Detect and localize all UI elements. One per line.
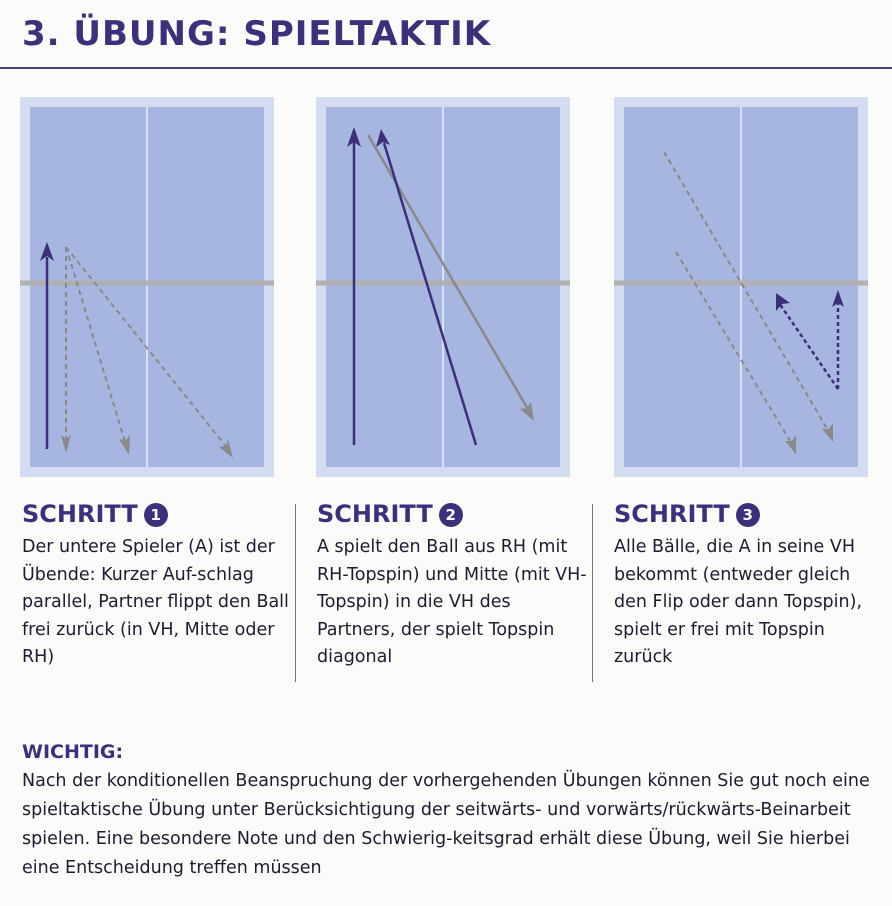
important-note (22, 738, 882, 883)
important-text: Nach der konditionellen Beanspruchung der vorhergehenden Übungen können Sie gut noch eine spieltaktische Übung unter Berücksichtigung der seitwärts- und vorwärts/rückwärts-Beinarbeit spielen. Eine besondere Note und den Schwierig-keitsgrad erhält diese Übung, weil Sie hierbei eine Entscheidung treffen müssen (22, 771, 870, 878)
step-number-badge: 1 (144, 503, 168, 527)
step-3 (614, 498, 884, 672)
title-divider (0, 67, 892, 69)
step-2 (317, 498, 587, 672)
table-diagram-2 (316, 97, 570, 477)
step-1 (22, 498, 292, 672)
step-heading (22, 498, 292, 532)
table-diagram-1 (20, 97, 274, 477)
step-heading (317, 498, 587, 532)
step-text: A spielt den Ball aus RH (mit RH-Topspin) und Mitte (mit VH-Topspin) in die VH des Partners, der spielt Topspin diagonal (317, 537, 587, 667)
step-heading-label: SCHRITT (614, 500, 730, 529)
table-diagram-3 (614, 97, 868, 477)
column-divider (592, 504, 593, 682)
step-number-badge: 3 (736, 503, 760, 527)
step-heading-label: SCHRITT (22, 500, 138, 529)
column-divider (295, 504, 296, 682)
page-title: 3. ÜBUNG: SPIELTAKTIK (22, 14, 492, 54)
steps-section (0, 498, 892, 698)
important-heading: WICHTIG: (22, 741, 124, 763)
step-heading-label: SCHRITT (317, 500, 433, 529)
step-text: Alle Bälle, die A in seine VH bekommt (entweder gleich den Flip oder dann Topspin), spielt er frei mit Topspin zurück (614, 537, 863, 667)
step-number-badge: 2 (439, 503, 463, 527)
step-text: Der untere Spieler (A) ist der Übende: Kurzer Auf-schlag parallel, Partner flippt den Ball frei zurück (in VH, Mitte oder RH) (22, 537, 289, 667)
step-heading (614, 498, 884, 532)
